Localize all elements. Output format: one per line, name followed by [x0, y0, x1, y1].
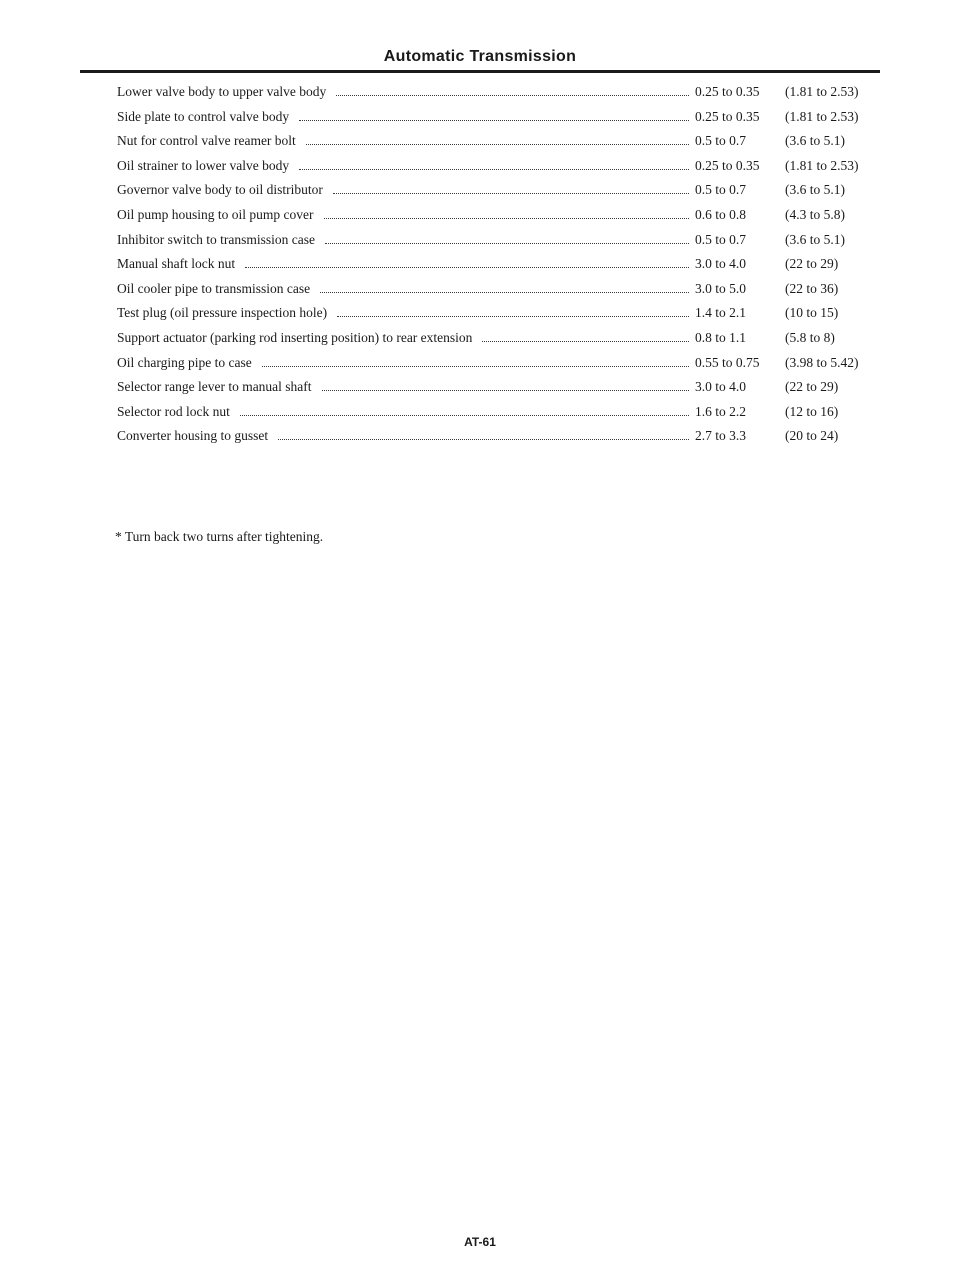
spec-row [117, 232, 877, 257]
spec-value-ftlb: (3.6 to 5.1) [785, 133, 845, 149]
spec-value-ftlb: (1.81 to 2.53) [785, 84, 859, 99]
leader-dots [299, 169, 689, 170]
spec-value-nm: 3.0 to 5.0 [695, 280, 747, 296]
leader-dots [322, 390, 689, 391]
spec-row [117, 355, 877, 380]
leader-dots [320, 292, 689, 293]
spec-row [117, 330, 877, 355]
spec-value-nm: 2.7 to 3.3 [695, 428, 747, 444]
spec-row [117, 182, 877, 207]
header-rule [80, 70, 880, 73]
spec-value-ftlb: (1.81 to 2.53) [785, 108, 859, 124]
spec-value-ftlb: (12 to 16) [785, 403, 839, 419]
spec-row [117, 404, 877, 429]
spec-label: Nut for control valve reamer bolt [117, 133, 296, 149]
spec-row [117, 207, 877, 232]
spec-label: Manual shaft lock nut [117, 256, 236, 272]
leader-dots [240, 415, 689, 416]
leader-dots [245, 267, 689, 268]
spec-value-nm: 0.25 to 0.35 [695, 157, 760, 173]
leader-dots [336, 95, 689, 96]
spec-value-ftlb: (3.6 to 5.1) [785, 182, 845, 198]
spec-label: Selector range lever to manual shaft [117, 379, 312, 395]
spec-row [117, 428, 877, 453]
spec-value-nm: 0.25 to 0.35 [695, 108, 760, 124]
spec-label: Governor valve body to oil distributor [117, 182, 323, 198]
leader-dots [333, 193, 689, 194]
spec-label: Lower valve body to upper valve body [117, 84, 327, 99]
leader-dots [337, 316, 689, 317]
spec-label: Converter housing to gusset [117, 428, 269, 444]
spec-label: Oil pump housing to oil pump cover [117, 206, 314, 222]
page-header-title: Automatic Transmission [383, 48, 577, 65]
spec-value-ftlb: (3.98 to 5.42) [785, 354, 859, 370]
spec-label: Side plate to control valve body [117, 108, 290, 124]
spec-label: Oil strainer to lower valve body [117, 157, 290, 173]
spec-value-nm: 3.0 to 4.0 [695, 256, 747, 272]
spec-value-nm: 0.5 to 0.7 [695, 182, 747, 198]
leader-dots [482, 341, 689, 342]
spec-label: Support actuator (parking rod inserting position) to rear extension [117, 329, 473, 345]
spec-row [117, 305, 877, 330]
spec-label: Oil charging pipe to case [117, 354, 252, 370]
spec-row [117, 109, 877, 134]
spec-label: Test plug (oil pressure inspection hole) [117, 305, 328, 321]
footnote: * Turn back two turns after tightening. [115, 529, 324, 544]
leader-dots [325, 243, 689, 244]
leader-dots [262, 366, 689, 367]
spec-value-nm: 0.6 to 0.8 [695, 206, 747, 222]
spec-value-ftlb: (1.81 to 2.53) [785, 157, 859, 173]
spec-value-ftlb: (5.8 to 8) [785, 329, 835, 345]
spec-value-nm: 0.5 to 0.7 [695, 133, 747, 149]
spec-value-nm: 3.0 to 4.0 [695, 379, 747, 395]
spec-row [117, 133, 877, 158]
spec-value-ftlb: (4.3 to 5.8) [785, 206, 845, 222]
spec-value-nm: 0.5 to 0.7 [695, 231, 747, 247]
spec-value-ftlb: (10 to 15) [785, 305, 839, 321]
spec-value-ftlb: (20 to 24) [785, 428, 839, 444]
spec-value-ftlb: (22 to 36) [785, 280, 839, 296]
spec-row [117, 84, 877, 109]
spec-value-nm: 0.25 to 0.35 [695, 84, 760, 99]
spec-label: Oil cooler pipe to transmission case [117, 280, 311, 296]
leader-dots [278, 439, 689, 440]
spec-value-nm: 0.8 to 1.1 [695, 329, 747, 345]
page-number: AT-61 [464, 1235, 496, 1249]
spec-row [117, 256, 877, 281]
torque-spec-list [117, 84, 877, 453]
spec-value-ftlb: (22 to 29) [785, 256, 839, 272]
spec-value-ftlb: (22 to 29) [785, 379, 839, 395]
spec-row [117, 281, 877, 306]
spec-value-nm: 1.4 to 2.1 [695, 305, 747, 321]
spec-label: Inhibitor switch to transmission case [117, 231, 315, 247]
spec-row [117, 158, 877, 183]
leader-dots [324, 218, 690, 219]
spec-label: Selector rod lock nut [117, 403, 230, 419]
leader-dots [299, 120, 689, 121]
spec-row [117, 379, 877, 404]
spec-value-nm: 1.6 to 2.2 [695, 403, 747, 419]
leader-dots [306, 144, 689, 145]
spec-value-ftlb: (3.6 to 5.1) [785, 231, 845, 247]
spec-value-nm: 0.55 to 0.75 [695, 354, 760, 370]
